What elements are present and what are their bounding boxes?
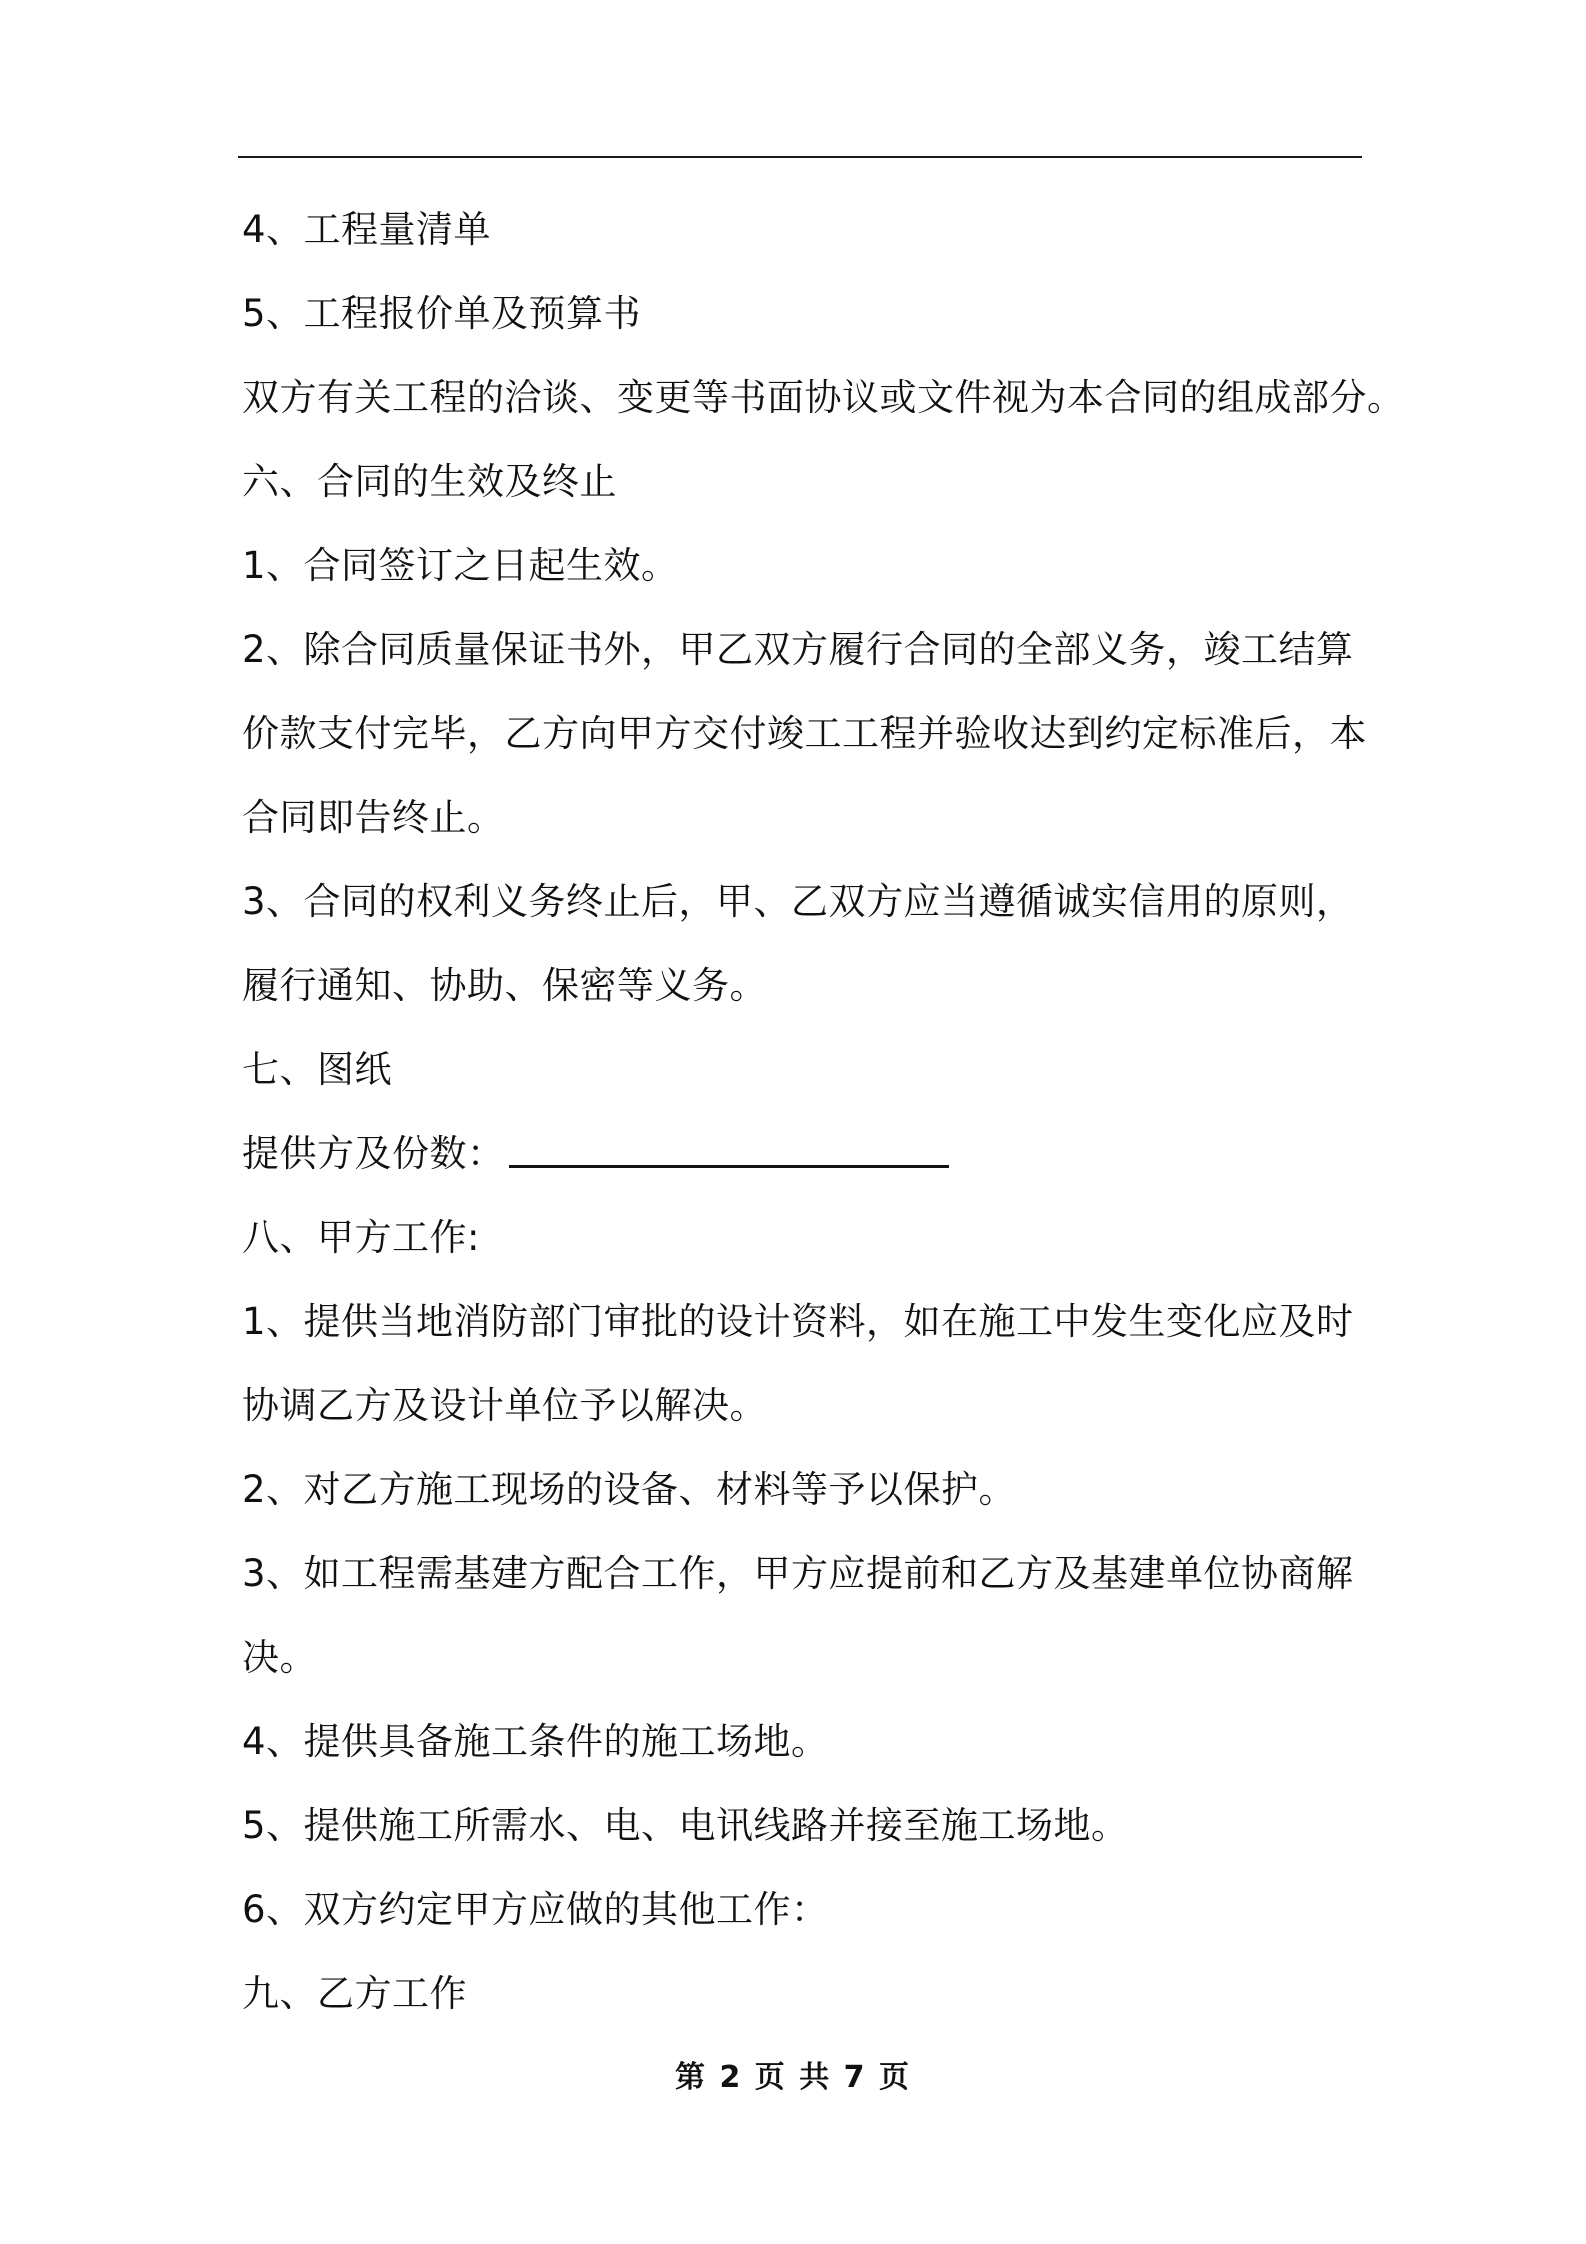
document-body	[242, 198, 1405, 2046]
clause: 3、如工程需基建方配合工作，甲方应提前和乙方及基建单位协商解	[242, 1552, 1354, 1595]
clause: 5、提供施工所需水、电、电讯线路并接至施工场地。	[242, 1804, 1129, 1847]
clause: 1、提供当地消防部门审批的设计资料，如在施工中发生变化应及时	[242, 1300, 1354, 1343]
clause: 3、合同的权利义务终止后，甲、乙双方应当遵循诚实信用的原则，	[242, 880, 1354, 923]
clause-continuation: 合同即告终止。	[242, 796, 505, 839]
section-heading: 八、甲方工作:	[242, 1216, 480, 1259]
list-item: 4、工程量清单	[242, 208, 492, 251]
clause: 1、合同签订之日起生效。	[242, 544, 679, 587]
blank-line	[509, 1125, 949, 1168]
clause: 6、双方约定甲方应做的其他工作：	[242, 1888, 829, 1931]
clause: 2、对乙方施工现场的设备、材料等予以保护。	[242, 1468, 1017, 1511]
drawing-supply-field	[242, 1122, 1382, 1206]
field-label: 提供方及份数：	[242, 1132, 505, 1175]
paragraph: 双方有关工程的洽谈、变更等书面协议或文件视为本合同的组成部分。	[242, 376, 1405, 419]
clause-continuation: 协调乙方及设计单位予以解决。	[242, 1384, 767, 1427]
section-heading: 七、图纸	[242, 1048, 392, 1091]
clause-continuation: 价款支付完毕，乙方向甲方交付竣工工程并验收达到约定标准后，本	[242, 712, 1367, 755]
clause-continuation: 履行通知、协助、保密等义务。	[242, 964, 767, 1007]
section-heading: 六、合同的生效及终止	[242, 460, 617, 503]
list-item: 5、工程报价单及预算书	[242, 292, 642, 335]
section-heading: 九、乙方工作	[242, 1972, 467, 2015]
header-rule	[238, 156, 1362, 158]
clause: 2、除合同质量保证书外，甲乙双方履行合同的全部义务，竣工结算	[242, 628, 1354, 671]
clause-continuation: 决。	[242, 1636, 317, 1679]
clause: 4、提供具备施工条件的施工场地。	[242, 1720, 829, 1763]
page-number: 第 2 页 共 7 页	[675, 2060, 911, 2095]
